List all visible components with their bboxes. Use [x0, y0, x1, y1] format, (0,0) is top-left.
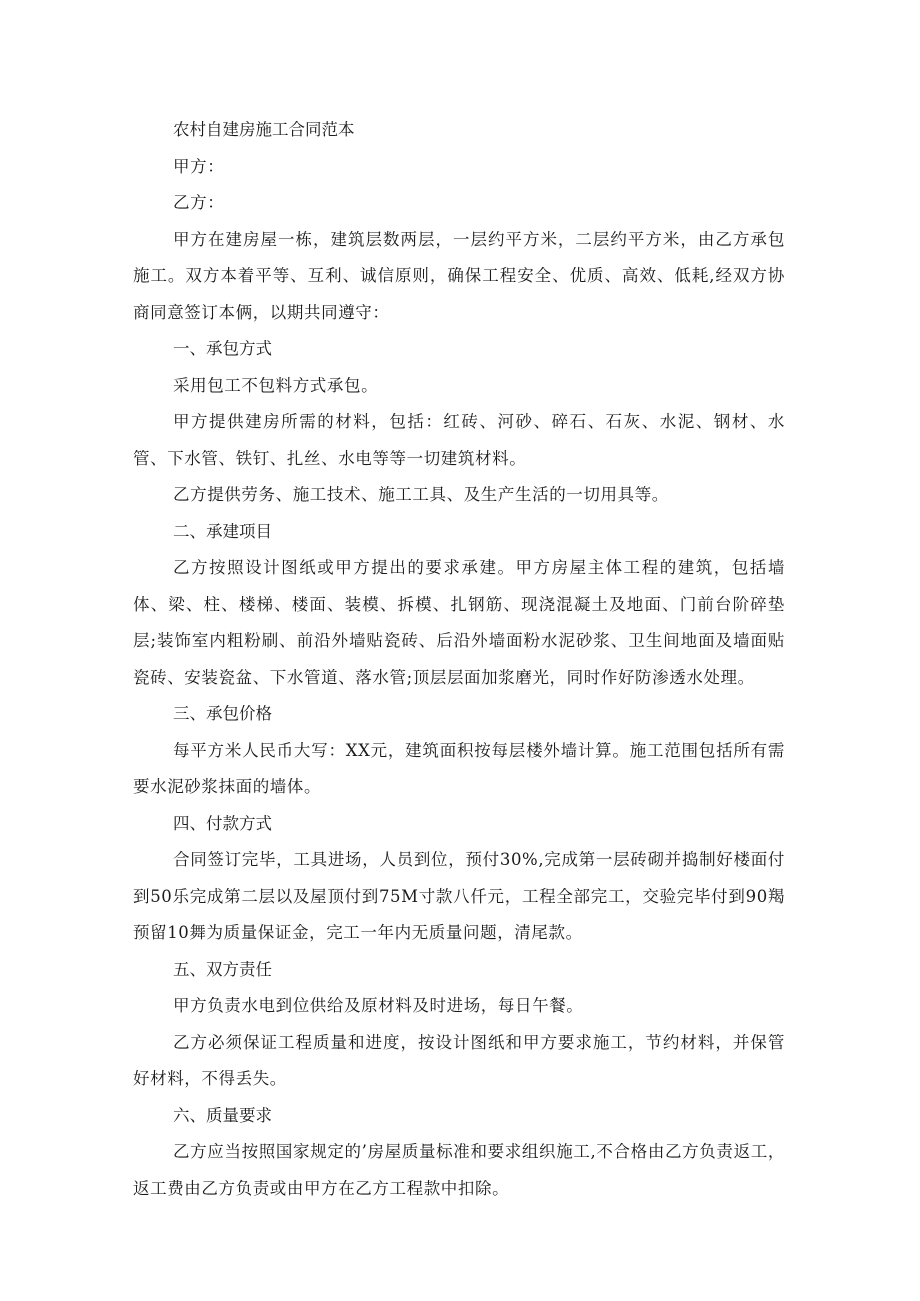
paragraph-materials: 甲方提供建房所需的材料，包括：红砖、河砂、碎石、石灰、水泥、钢材、水管、下水管、铁钉、扎丝、水电等等一切建筑材料。 — [133, 412, 785, 468]
intro-paragraph: 甲方在建房屋一栋，建筑层数两层，一层约平方米，二层约平方米，由乙方承包施工。双方本着平等、互利、诚信原则，确保工程安全、优质、高效、低耗,经双方协商同意签订本俩，以期共同遵守： — [133, 229, 785, 322]
paragraph-projects: 乙方按照设计图纸或甲方提出的要求承建。甲方房屋主体工程的建筑，包括墙体、梁、柱、楼梯、楼面、装模、拆模、扎钢筋、现浇混凝土及地面、门前台阶碎垫层;装饰室内粗粉刷、前沿外墙贴瓷砖、后沿外墙面粉水泥砂浆、卫生间地面及墙面贴瓷砖、安装瓷盆、下水管道、落水管;顶层层面加浆磨光，同时作好防渗透水处理。 — [133, 558, 785, 687]
document-page — [133, 112, 785, 1207]
section-heading-payment: 四、付款方式 — [173, 813, 272, 833]
document-title: 农村自建房施工合同范本 — [173, 120, 355, 139]
paragraph-price: 每平方米人民币大写：XX元，建筑面积按每层楼外墙计算。施工范围包括所有需要水泥砂浆抹面的墙体。 — [133, 740, 785, 796]
paragraph-quality: 乙方应当按照国家规定的’房屋质量标准和要求组织施工,不合格由乙方负责返工，返工费由乙方负责或由甲方在乙方工程款中扣除。 — [133, 1142, 785, 1198]
section-heading-price: 三、承包价格 — [173, 704, 272, 723]
paragraph-payment: 合同签订完毕，工具进场，人员到位，预付30%,完成第一层砖砌并捣制好楼面付到50乐完成第二层以及屋顶付到75M寸款八仟元，工程全部完工，交验完毕付到90羯预留10舞为质量保证金，完工一年内无质量问题，清尾款。 — [133, 850, 785, 942]
paragraph-labor: 乙方提供劳务、施工技术、施工工具、及生产生活的一切用具等。 — [173, 485, 669, 504]
paragraph-party-b-duty: 乙方必须保证工程质量和进度，按设计图纸和甲方要求施工，节约材料，并保管好材料，不得丢失。 — [133, 1032, 785, 1088]
section-heading-projects: 二、承建项目 — [173, 521, 272, 541]
section-heading-responsibilities: 五、双方责任 — [173, 959, 272, 979]
section-heading-contract-method: 一、承包方式 — [173, 339, 272, 358]
section-heading-quality: 六、质量要求 — [173, 1105, 272, 1125]
paragraph-party-a-duty: 甲方负责水电到位供给及原材料及时进场，每日午餐。 — [173, 996, 584, 1015]
party-a-line: 甲方： — [173, 156, 225, 176]
party-b-line: 乙方： — [173, 193, 225, 212]
paragraph-contract-method: 采用包工不包料方式承包。 — [173, 375, 379, 395]
